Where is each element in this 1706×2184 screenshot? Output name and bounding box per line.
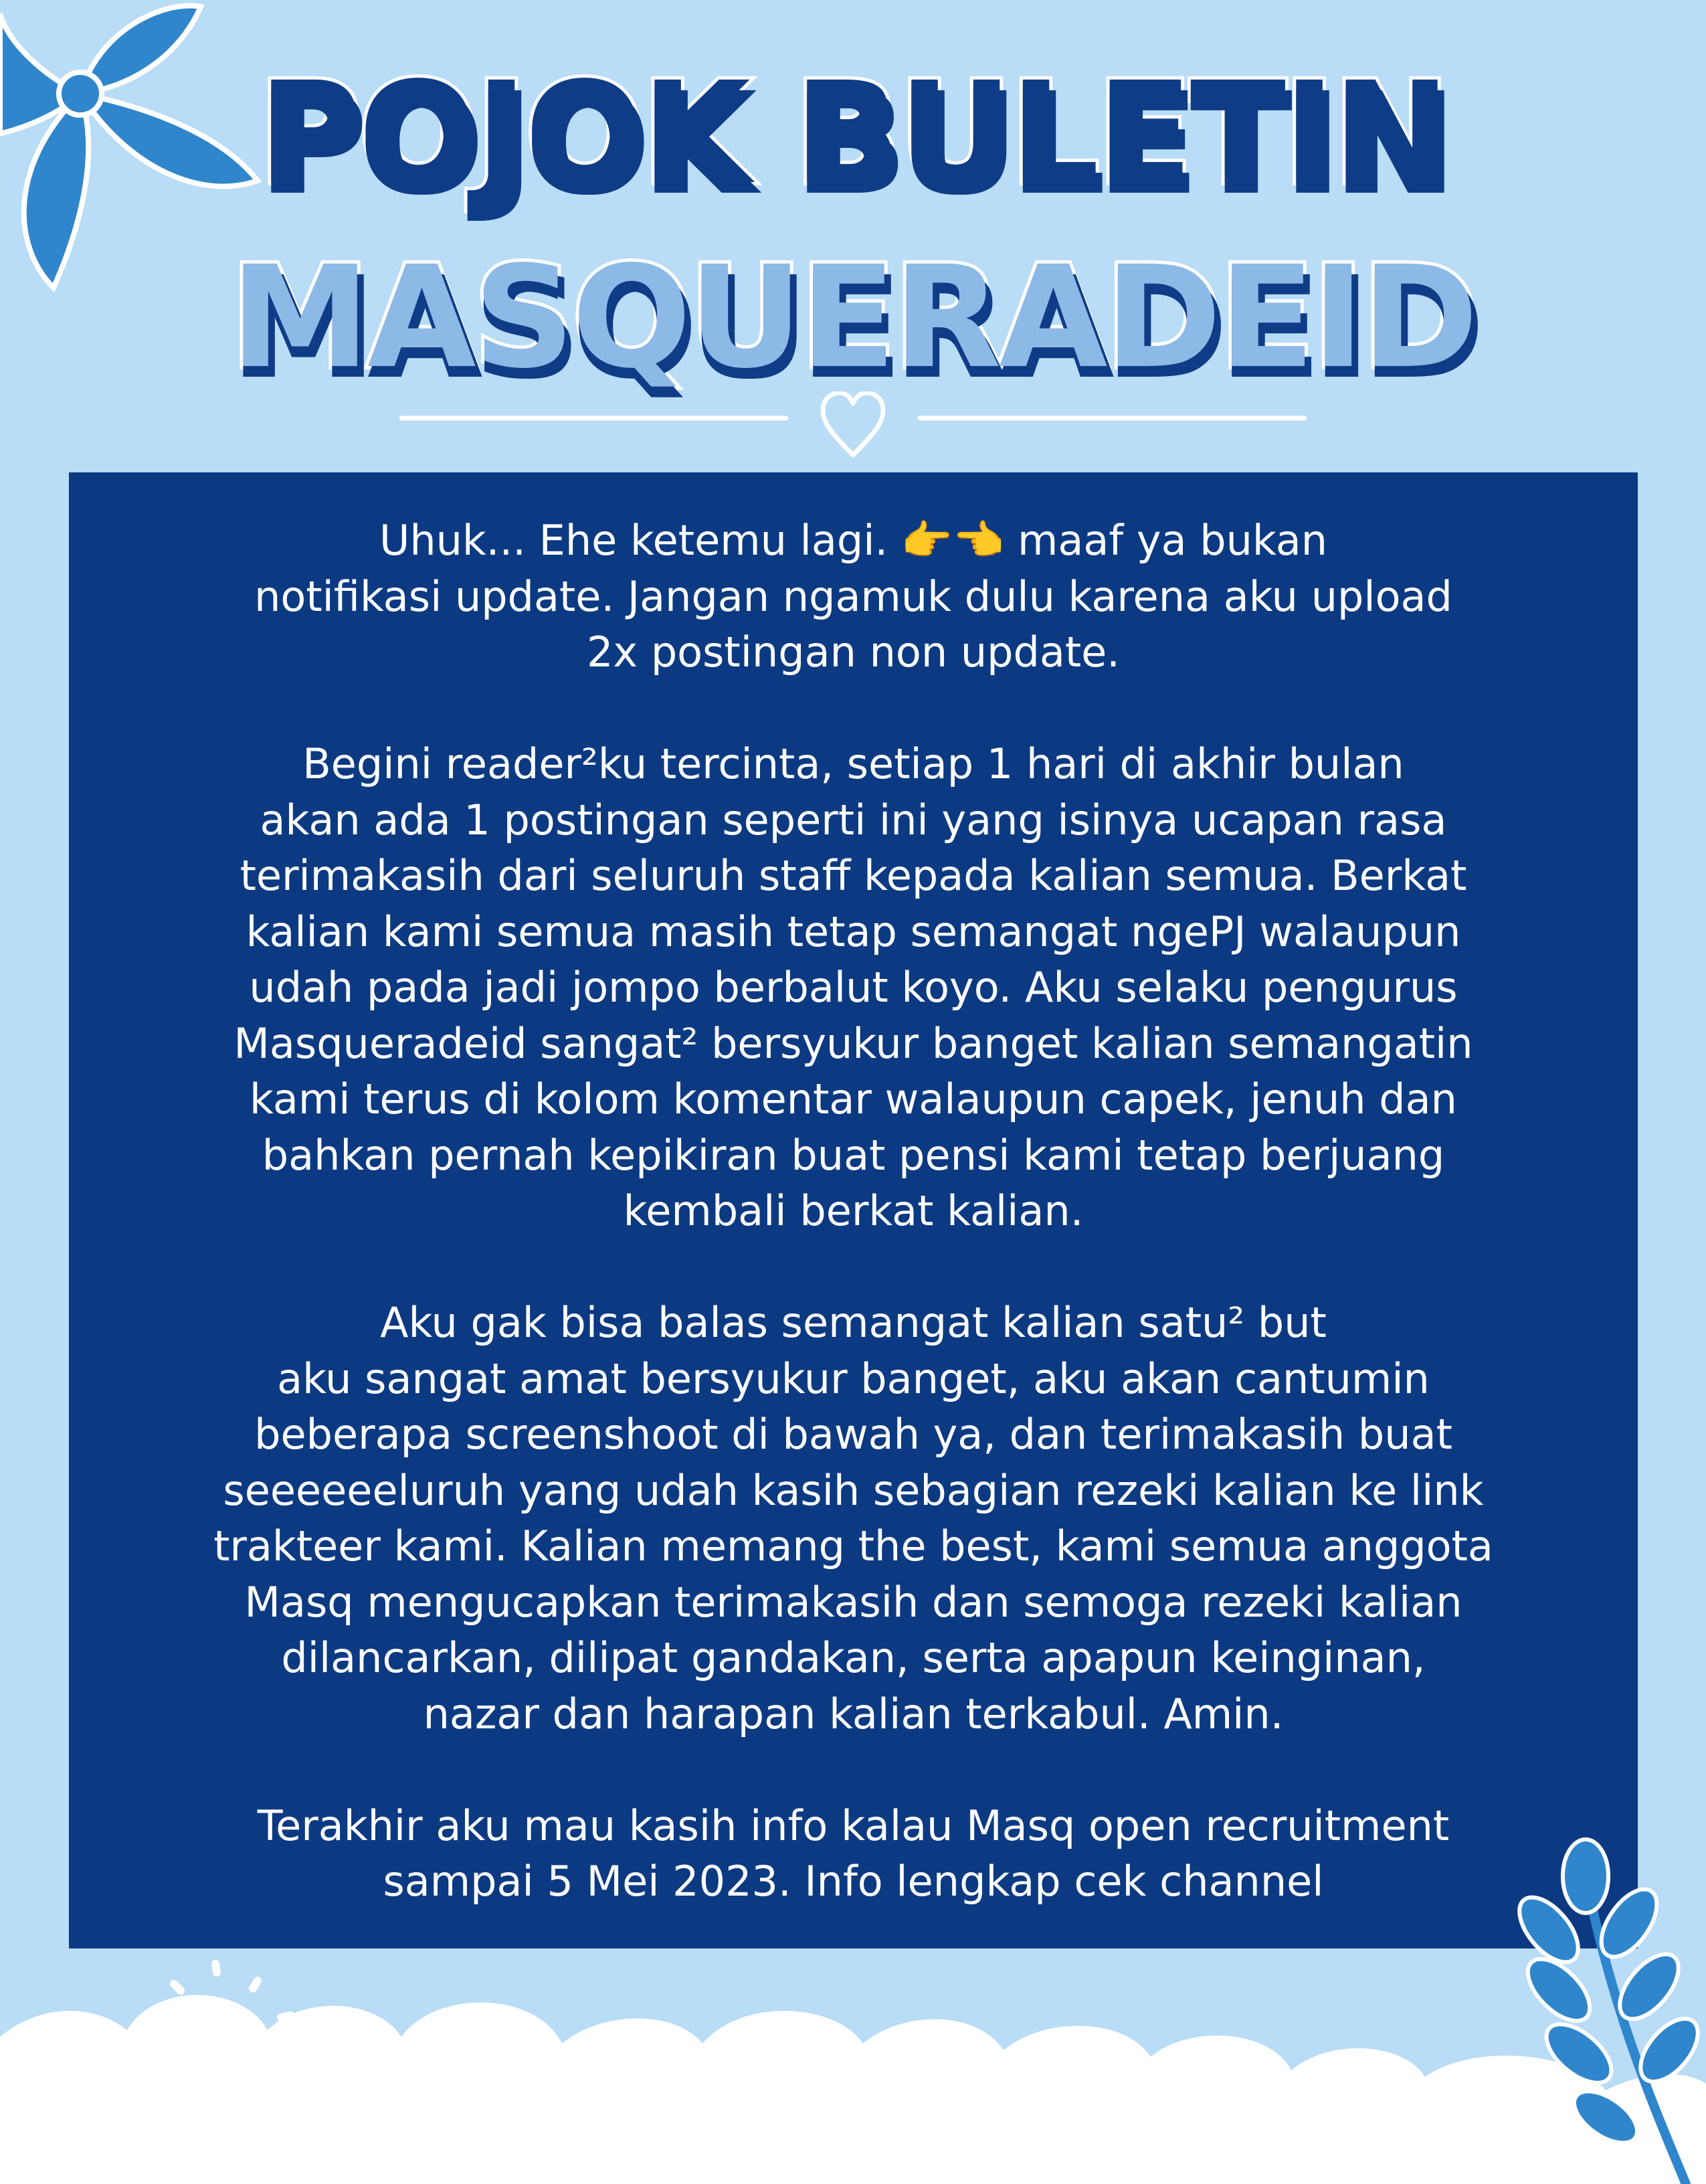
- message-panel: [69, 472, 1638, 1948]
- message-line: nazar dan harapan kalian terkabul. Amin.: [423, 1689, 1284, 1738]
- message-line: dilancarkan, dilipat gandakan, serta apapun keinginan,: [281, 1633, 1426, 1682]
- message-line: trakteer kami. Kalian memang the best, kami semua anggota: [213, 1522, 1493, 1570]
- message-line: notifikasi update. Jangan ngamuk dulu karena aku upload: [254, 571, 1452, 621]
- message-line: kalian kami semua masih tetap semangat ngePJ walaupun: [246, 907, 1461, 956]
- message-line: Masqueradeid sangat² bersyukur banget kalian semangatin: [233, 1018, 1473, 1068]
- message-line: seeeeeeluruh yang udah kasih sebagian rezeki kalian ke link: [223, 1465, 1484, 1515]
- message-line: Masq mengucapkan terimakasih dan semoga rezeki kalian: [244, 1577, 1462, 1627]
- message-line: Aku gak bisa balas semangat kalian satu² but: [380, 1298, 1327, 1347]
- message-line: sampai 5 Mei 2023. Info lengkap cek channel: [383, 1857, 1324, 1906]
- message-paragraph: [69, 513, 1638, 680]
- message-line: Uhuk... Ehe ketemu lagi. 👉👈 maaf ya bukan: [379, 516, 1328, 565]
- message-body: [69, 513, 1638, 1965]
- heart-outline-icon: [823, 393, 883, 455]
- message-line: akan ada 1 postingan seperti ini yang isinya ucapan rasa: [260, 795, 1447, 844]
- message-line: beberapa screenshoot di bawah ya, dan terimakasih buat: [254, 1410, 1452, 1459]
- message-paragraph: [69, 736, 1638, 1239]
- message-line: terimakasih dari seluruh staff kepada kalian semua. Berkat: [240, 851, 1467, 900]
- message-line: bahkan pernah kepikiran buat pensi kami tetap berjuang: [262, 1130, 1445, 1180]
- message-line: 2x postingan non update.: [586, 628, 1120, 676]
- bulletin-title-line2: MASQUERADEID: [230, 236, 1476, 399]
- bulletin-title-line1: POJOK BULETIN: [258, 52, 1448, 215]
- message-line: kembali berkat kalian.: [623, 1186, 1084, 1235]
- message-line: udah pada jadi jompo berbalut koyo. Aku selaku pengurus: [249, 963, 1458, 1012]
- message-paragraph: [69, 1798, 1638, 1910]
- message-line: Terakhir aku mau kasih info kalau Masq open recruitment: [257, 1801, 1450, 1850]
- message-line: kami terus di kolom komentar walaupun capek, jenuh dan: [250, 1075, 1457, 1123]
- leaf-branch-icon: [1485, 1836, 1706, 2184]
- message-line: aku sangat amat bersyukur banget, aku akan cantumin: [277, 1354, 1430, 1403]
- title-divider: [395, 391, 1311, 465]
- message-line: Begini reader²ku tercinta, setiap 1 hari di akhir bulan: [302, 739, 1404, 788]
- message-paragraph: [69, 1295, 1638, 1742]
- clouds-shape: [0, 1943, 1706, 2184]
